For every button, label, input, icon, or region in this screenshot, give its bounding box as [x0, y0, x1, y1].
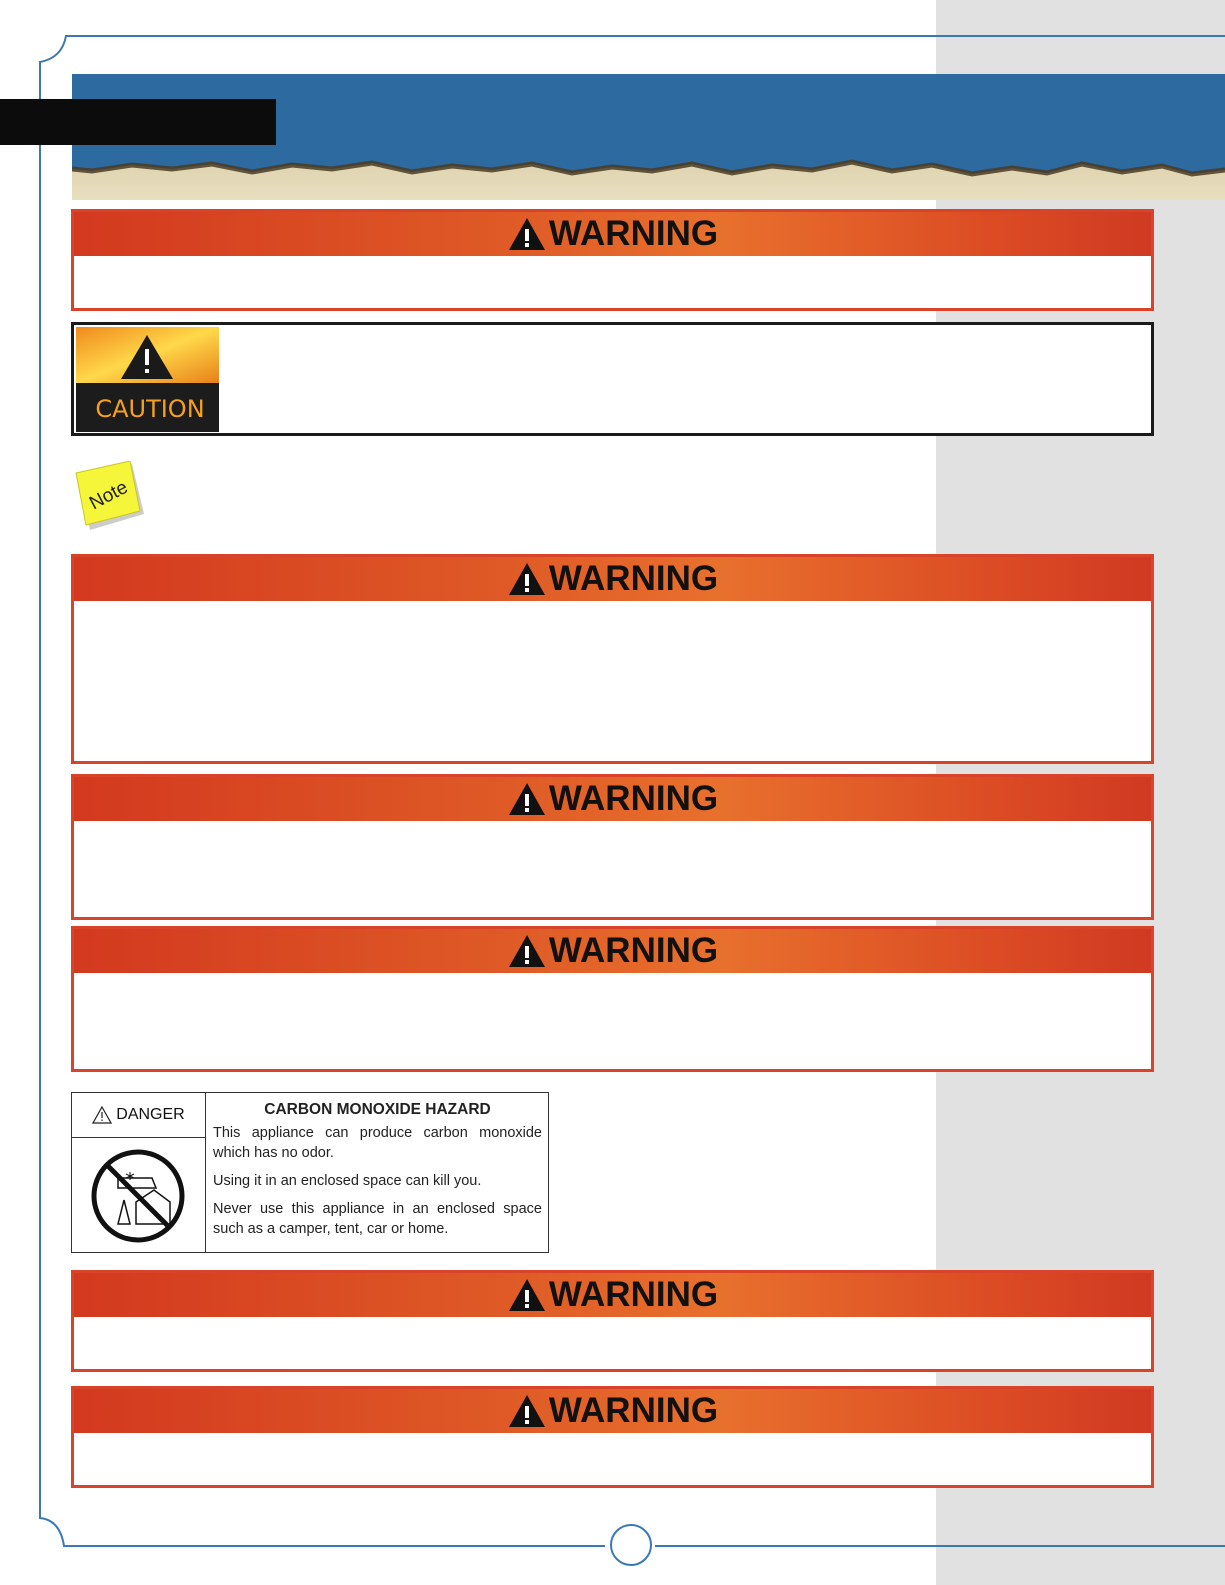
danger-header: [72, 1093, 205, 1138]
warning-box: [71, 926, 1154, 1072]
danger-left-column: [72, 1093, 206, 1252]
warning-header: [74, 1389, 1151, 1433]
warning-title: WARNING: [548, 931, 719, 970]
warning-box: [71, 554, 1154, 764]
warning-title: WARNING: [548, 1391, 719, 1430]
caution-box: [71, 322, 1154, 436]
danger-line: This appliance can produce carbon monoxide which has no odor.: [213, 1125, 542, 1161]
warning-header: [74, 1273, 1151, 1317]
note-label-wrap: [74, 461, 144, 531]
page-number-circle: [609, 1523, 653, 1567]
warning-triangle-icon: [507, 1277, 547, 1313]
caution-label: CAUTION: [95, 395, 205, 423]
warning-triangle-icon: [507, 216, 547, 252]
danger-line: Never use this appliance in an enclosed space such as a camper, tent, car or home.: [213, 1201, 542, 1237]
warning-header: [74, 777, 1151, 821]
warning-header: [74, 929, 1151, 973]
no-enclosed-space-icon: [90, 1148, 186, 1244]
warning-title: WARNING: [548, 779, 719, 818]
warning-title: WARNING: [548, 214, 719, 253]
warning-header: [74, 557, 1151, 601]
warning-box: [71, 209, 1154, 311]
warning-title: WARNING: [548, 1275, 719, 1314]
warning-header: [74, 212, 1151, 256]
warning-box: [71, 774, 1154, 920]
warning-triangle-icon: [507, 561, 547, 597]
section-title-bar: [0, 99, 276, 145]
warning-title: WARNING: [548, 559, 719, 598]
danger-line: Using it in an enclosed space can kill you.: [213, 1173, 482, 1189]
note-label: Note: [86, 476, 132, 515]
danger-triangle-icon: [92, 1106, 112, 1124]
warning-box: [71, 1270, 1154, 1372]
danger-text: [213, 1101, 542, 1247]
danger-signal-word: DANGER: [116, 1106, 185, 1123]
danger-label: [71, 1092, 549, 1253]
warning-triangle-icon: [507, 933, 547, 969]
warning-triangle-icon: [507, 1393, 547, 1429]
danger-title: CARBON MONOXIDE HAZARD: [264, 1101, 491, 1118]
warning-triangle-icon: [507, 781, 547, 817]
warning-box: [71, 1386, 1154, 1488]
